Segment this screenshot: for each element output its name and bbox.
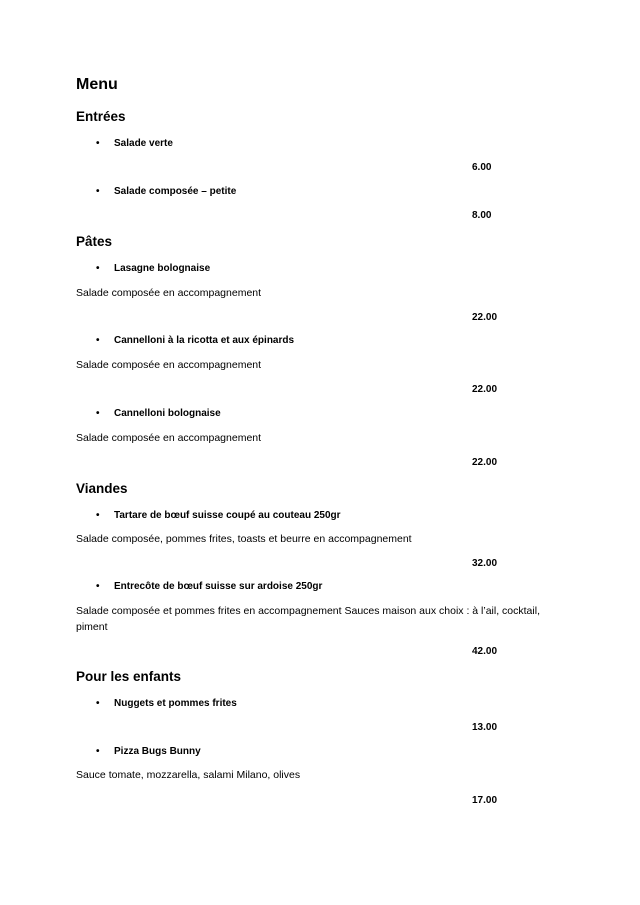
menu-item-name [96, 510, 341, 521]
item-description: Sauce tomate, mozzarella, salami Milano, olives [76, 769, 301, 781]
bullet-icon: • [96, 408, 100, 419]
menu-item-name [96, 408, 221, 419]
section-title-pates: Pâtes [76, 234, 113, 249]
item-name-text: Pizza Bugs Bunny [114, 746, 201, 757]
item-description: Salade composée, pommes frites, toasts et beurre en accompagnement [76, 533, 412, 545]
bullet-icon: • [96, 581, 100, 592]
bullet-icon: • [96, 335, 100, 346]
section-title-enfants: Pour les enfants [76, 669, 182, 684]
item-name-text: Salade composée – petite [114, 186, 237, 197]
item-description: Salade composée et pommes frites en accompagnement Sauces maison aux choix : à l’ail, cocktail, piment [76, 605, 540, 633]
menu-item-name [96, 263, 210, 274]
item-name-text: Entrecôte de bœuf suisse sur ardoise 250gr [114, 581, 323, 592]
item-price: 6.00 [472, 162, 492, 173]
menu-item-name [96, 335, 294, 346]
item-name-text: Nuggets et pommes frites [114, 698, 237, 709]
bullet-icon: • [96, 138, 100, 149]
section-title-entrees: Entrées [76, 109, 126, 124]
menu-item-name [96, 138, 173, 149]
page-title: Menu [76, 76, 118, 93]
item-name-text: Cannelloni bolognaise [114, 408, 221, 419]
item-name-text: Salade verte [114, 138, 173, 149]
item-price: 22.00 [472, 384, 498, 395]
bullet-icon: • [96, 186, 100, 197]
bullet-icon: • [96, 746, 100, 757]
item-name-text: Tartare de bœuf suisse coupé au couteau 250gr [114, 510, 341, 521]
menu-item-name [96, 746, 201, 757]
item-name-text: Lasagne bolognaise [114, 263, 211, 274]
item-description: Salade composée en accompagnement [76, 359, 262, 371]
item-price: 42.00 [472, 646, 498, 657]
item-description: Salade composée en accompagnement [76, 432, 262, 444]
bullet-icon: • [96, 698, 100, 709]
item-price: 32.00 [472, 558, 498, 569]
item-name-text: Cannelloni à la ricotta et aux épinards [114, 335, 295, 346]
bullet-icon: • [96, 510, 100, 521]
item-description: Salade composée en accompagnement [76, 287, 262, 299]
item-price: 22.00 [472, 457, 498, 468]
item-price: 13.00 [472, 722, 498, 733]
menu-item-name [96, 698, 237, 709]
item-price: 8.00 [472, 210, 492, 221]
menu-item-name [96, 186, 236, 197]
section-title-viandes: Viandes [76, 481, 128, 496]
menu-item-name [96, 581, 322, 592]
item-price: 17.00 [472, 795, 498, 806]
item-price: 22.00 [472, 312, 498, 323]
bullet-icon: • [96, 263, 100, 274]
